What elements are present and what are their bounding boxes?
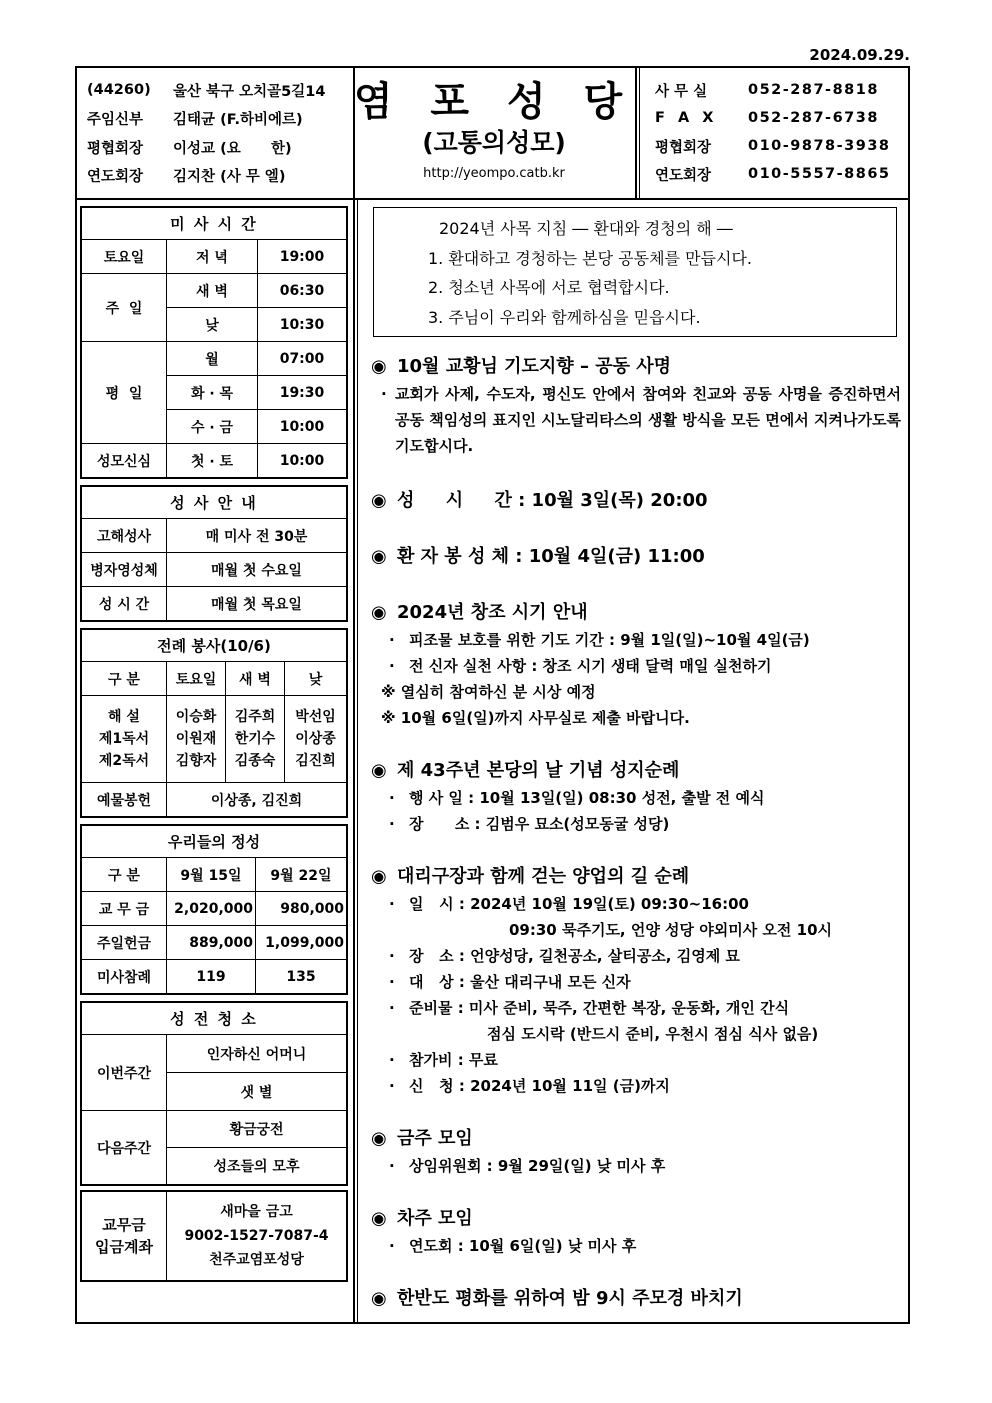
cleaning-next-week-label: 다음주간 xyxy=(82,1111,167,1185)
dot-icon: · xyxy=(389,631,395,649)
list-item: 행 사 일 : 10월 13일(일) 08:30 성전, 출발 전 예식 xyxy=(409,789,765,807)
bullet-icon: ◉ xyxy=(371,760,387,781)
office-label: 사 무 실 xyxy=(655,83,708,100)
saturday-label: 토요일 xyxy=(82,240,167,274)
liturgy-person: 박선임 xyxy=(295,709,336,725)
list-item: 장 소 : 김범우 묘소(성모동굴 성당) xyxy=(409,815,670,833)
contact-info xyxy=(655,76,905,188)
list-item: 준비물 : 미사 준비, 묵주, 간편한 복장, 운동화, 개인 간식 xyxy=(409,999,790,1017)
table-row-label: 병자영성체 xyxy=(82,553,167,587)
account-label: 입금계좌 xyxy=(95,1238,153,1256)
weekday-label: 평 일 xyxy=(82,342,167,444)
list-item: 신 청 : 2024년 10월 11일 (금)까지 xyxy=(409,1077,670,1095)
pastoral-guideline-box xyxy=(373,207,897,337)
donation-title: 우리들의 정성 xyxy=(82,826,347,858)
liturgy-role: 해 설 xyxy=(108,709,140,725)
liturgy-role: 제2독서 xyxy=(98,753,150,769)
weekday-time-3: 10:00 xyxy=(258,410,347,444)
dot-icon: · xyxy=(389,999,395,1017)
list-item: 전 신자 실천 사항 : 창조 시기 생태 달력 매일 실천하기 xyxy=(409,657,772,675)
liturgy-person: 이승화 xyxy=(175,709,217,725)
list-item: 상임위원회 : 9월 29일(일) 낮 미사 후 xyxy=(409,1157,666,1175)
liturgy-title: 전례 봉사(10/6) xyxy=(82,630,347,662)
sunday-label: 주 일 xyxy=(82,274,167,342)
yeondo-name: 김지찬 (사 무 엘) xyxy=(173,169,286,186)
donation-head: 구 분 xyxy=(82,858,167,892)
liturgy-person: 이원재 xyxy=(175,731,217,747)
dot-icon: · xyxy=(389,895,395,913)
liturgy-role: 제1독서 xyxy=(98,731,150,747)
donation-label: 미사참례 xyxy=(82,960,167,994)
bulletin-frame xyxy=(75,66,910,1324)
council-name: 이성교 (요 한) xyxy=(173,140,292,157)
cleaning-table xyxy=(81,1002,347,1185)
pastoral-item: 2. 청소년 사목에 서로 협력합시다. xyxy=(428,278,670,297)
mary-label: 성모신심 xyxy=(82,444,167,478)
cleaning-title: 성 전 청 소 xyxy=(82,1003,347,1035)
cleaning-group: 성조들의 모후 xyxy=(167,1148,347,1185)
pastor-name: 김태균 (F.하비에르) xyxy=(173,112,303,129)
sunday-time-1: 06:30 xyxy=(258,274,347,308)
dot-icon: · xyxy=(389,815,395,833)
church-url[interactable]: http://yeompo.catb.kr xyxy=(423,166,565,181)
column-divider xyxy=(353,200,355,1322)
liturgy-person: 김진희 xyxy=(295,753,336,769)
liturgy-head: 구 분 xyxy=(82,662,167,696)
mass-schedule-table xyxy=(81,207,347,478)
dot-icon: · xyxy=(389,947,395,965)
table-row-value: 매 미사 전 30분 xyxy=(167,519,347,553)
peace-prayer-section xyxy=(367,1285,907,1313)
address: 울산 북구 오치골5길14 xyxy=(173,83,326,100)
bullet-icon: ◉ xyxy=(371,1208,387,1229)
account-bank: 새마을 금고 xyxy=(220,1204,293,1220)
yeondo-phone: 010-5557-8865 xyxy=(748,166,891,182)
weekday-when-3: 수 · 금 xyxy=(167,410,258,444)
table-row-value: 매월 첫 목요일 xyxy=(167,587,347,621)
donation-head: 9월 15일 xyxy=(167,858,256,892)
liturgy-head: 낮 xyxy=(285,662,347,696)
section-title: 차주 모임 xyxy=(397,1208,473,1229)
council-phone-label: 평협회장 xyxy=(655,139,712,156)
section-title: 금주 모임 xyxy=(397,1128,473,1149)
list-item: 참가비 : 무료 xyxy=(409,1051,498,1069)
column-divider xyxy=(357,200,358,1322)
weekday-when-1: 월 xyxy=(167,342,258,376)
cleaning-group: 인자하신 어머니 xyxy=(167,1035,347,1073)
postal-code: (44260) xyxy=(87,82,151,99)
liturgy-table xyxy=(81,629,347,817)
cleaning-this-week-label: 이번주간 xyxy=(82,1035,167,1111)
section-title: 대리구장과 함께 걷는 양업의 길 순례 xyxy=(397,866,690,887)
bullet-icon: ◉ xyxy=(371,1128,387,1149)
donation-value: 889,000 xyxy=(167,926,256,960)
header-divider xyxy=(639,68,640,198)
section-title: 한반도 평화를 위하여 밤 9시 주모경 바치기 xyxy=(397,1288,743,1309)
list-item: 대 상 : 울산 대리구내 모든 신자 xyxy=(409,973,631,991)
dot-icon: · xyxy=(389,1077,395,1095)
pilgrimage-section xyxy=(367,863,907,1099)
list-item: 연도회 : 10월 6일(일) 낮 미사 후 xyxy=(409,1237,637,1255)
section-title: 성 시 간 : 10월 3일(목) 20:00 xyxy=(397,490,708,511)
list-item: ※ 열심히 참여하신 분 시상 예정 xyxy=(381,683,596,701)
table-row-value: 매월 첫 수요일 xyxy=(167,553,347,587)
donation-label: 주일헌금 xyxy=(82,926,167,960)
liturgy-person: 한기수 xyxy=(234,731,276,747)
bullet-icon: ◉ xyxy=(371,1288,387,1309)
creation-season-section xyxy=(367,599,907,731)
list-item: 피조물 보호를 위한 기도 기간 : 9월 1일(일)~10월 4일(금) xyxy=(409,631,810,649)
dot-icon: · xyxy=(389,1157,395,1175)
sacrament-title: 성 사 안 내 xyxy=(82,487,347,519)
cleaning-group: 샛 별 xyxy=(167,1073,347,1111)
donation-value: 1,099,000 xyxy=(256,926,347,960)
table-row-label: 성 시 간 xyxy=(82,587,167,621)
section-title: 2024년 창조 시기 안내 xyxy=(397,602,588,623)
pastoral-title: 2024년 사목 지침 ― 환대와 경청의 해 ― xyxy=(439,219,733,238)
offering-people: 이상종, 김진희 xyxy=(167,783,347,817)
table-row-label: 고해성사 xyxy=(82,519,167,553)
sacrament-table xyxy=(81,486,347,621)
header-divider xyxy=(635,68,637,198)
donation-head: 9월 22일 xyxy=(256,858,347,892)
council-label: 평협회장 xyxy=(87,140,144,157)
header-info xyxy=(87,76,347,190)
council-phone: 010-9878-3938 xyxy=(748,138,891,154)
dot-icon: · xyxy=(389,973,395,991)
section-title: 제 43주년 본당의 날 기념 성지순례 xyxy=(397,760,680,781)
dot-icon: · xyxy=(389,789,395,807)
bullet-icon: ◉ xyxy=(371,490,387,511)
offering-label: 예물봉헌 xyxy=(82,783,167,817)
donation-table xyxy=(81,825,347,994)
yeondo-phone-label: 연도회장 xyxy=(655,167,712,184)
liturgy-person: 이상종 xyxy=(295,731,336,747)
mary-time: 10:00 xyxy=(258,444,347,478)
this-week-meeting-section xyxy=(367,1125,907,1179)
holy-hour-section xyxy=(367,487,907,515)
liturgy-person: 김주희 xyxy=(234,709,276,725)
liturgy-head: 새 벽 xyxy=(226,662,285,696)
liturgy-person: 김종숙 xyxy=(234,753,276,769)
pastor-label: 주임신부 xyxy=(87,112,144,129)
fax-label: F A X xyxy=(655,110,718,126)
bullet-icon: ◉ xyxy=(371,356,387,377)
sick-communion-section xyxy=(367,543,907,571)
pope-intention-text: 교회가 사제, 수도자, 평신도 안에서 참여와 친교와 공동 사명을 증진하면서 공동 책임성의 표지인 시노달리타스의 생활 방식을 모든 면에서 지켜나가도록 기도합시다. xyxy=(395,385,901,455)
list-item: 점심 도시락 (반드시 준비, 우천시 점심 식사 없음) xyxy=(487,1025,819,1043)
bullet-icon: ◉ xyxy=(371,866,387,887)
fax-number: 052-287-6738 xyxy=(748,110,879,126)
liturgy-person: 김향자 xyxy=(175,753,217,769)
list-item: 장 소 : 언양성당, 길천공소, 살티공소, 김영제 묘 xyxy=(409,947,740,965)
bulletin-date: 2024.09.29. xyxy=(809,46,910,64)
donation-value: 980,000 xyxy=(256,892,347,926)
yeondo-label: 연도회장 xyxy=(87,169,144,186)
account-holder: 천주교염포성당 xyxy=(209,1252,304,1268)
donation-value: 119 xyxy=(167,960,256,994)
bullet-icon: ◉ xyxy=(371,602,387,623)
header xyxy=(77,68,908,200)
dot-icon: · xyxy=(389,1051,395,1069)
sunday-time-2: 10:30 xyxy=(258,308,347,342)
section-title: 10월 교황님 기도지향 – 공동 사명 xyxy=(397,356,672,377)
mass-schedule-title: 미 사 시 간 xyxy=(82,208,347,240)
weekday-when-2: 화 · 목 xyxy=(167,376,258,410)
dot-icon: · xyxy=(389,657,395,675)
donation-value: 135 xyxy=(256,960,347,994)
section-title: 환 자 봉 성 체 : 10월 4일(금) 11:00 xyxy=(397,546,705,567)
account-label: 교무금 xyxy=(102,1216,146,1234)
next-week-meeting-section xyxy=(367,1205,907,1259)
bullet-icon: ◉ xyxy=(371,546,387,567)
pope-intention-section xyxy=(367,353,907,459)
church-subtitle: (고통의성모) xyxy=(422,128,566,157)
dot-icon: · xyxy=(389,1237,395,1255)
church-title-block xyxy=(353,68,635,198)
donation-value: 2,020,000 xyxy=(167,892,256,926)
sunday-when-1: 새 벽 xyxy=(167,274,258,308)
dot-icon: · xyxy=(381,385,387,403)
list-item: 일 시 : 2024년 10월 19일(토) 09:30~16:00 xyxy=(409,895,749,913)
mary-when: 첫 · 토 xyxy=(167,444,258,478)
saturday-time: 19:00 xyxy=(258,240,347,274)
left-column xyxy=(81,207,347,1287)
office-phone: 052-287-8818 xyxy=(748,82,879,98)
saturday-when: 저 녁 xyxy=(167,240,258,274)
donation-label: 교 무 금 xyxy=(82,892,167,926)
weekday-time-1: 07:00 xyxy=(258,342,347,376)
pastoral-item: 3. 주님이 우리와 함께하심을 믿읍시다. xyxy=(428,307,701,327)
account-table xyxy=(81,1191,347,1281)
liturgy-head: 토요일 xyxy=(167,662,226,696)
list-item: ※ 10월 6일(일)까지 사무실로 제출 바랍니다. xyxy=(381,709,690,727)
cleaning-group: 황금궁전 xyxy=(167,1111,347,1148)
account-number: 9002-1527-7087-4 xyxy=(184,1228,329,1244)
weekday-time-2: 19:30 xyxy=(258,376,347,410)
anniversary-section xyxy=(367,757,907,837)
list-item: 09:30 묵주기도, 언양 성당 야외미사 오전 10시 xyxy=(509,921,833,939)
pastoral-item: 1. 환대하고 경청하는 본당 공동체를 만듭시다. xyxy=(428,248,752,268)
right-column xyxy=(367,207,907,1313)
sunday-when-2: 낮 xyxy=(167,308,258,342)
church-name: 염 포 성 당 xyxy=(353,79,635,125)
